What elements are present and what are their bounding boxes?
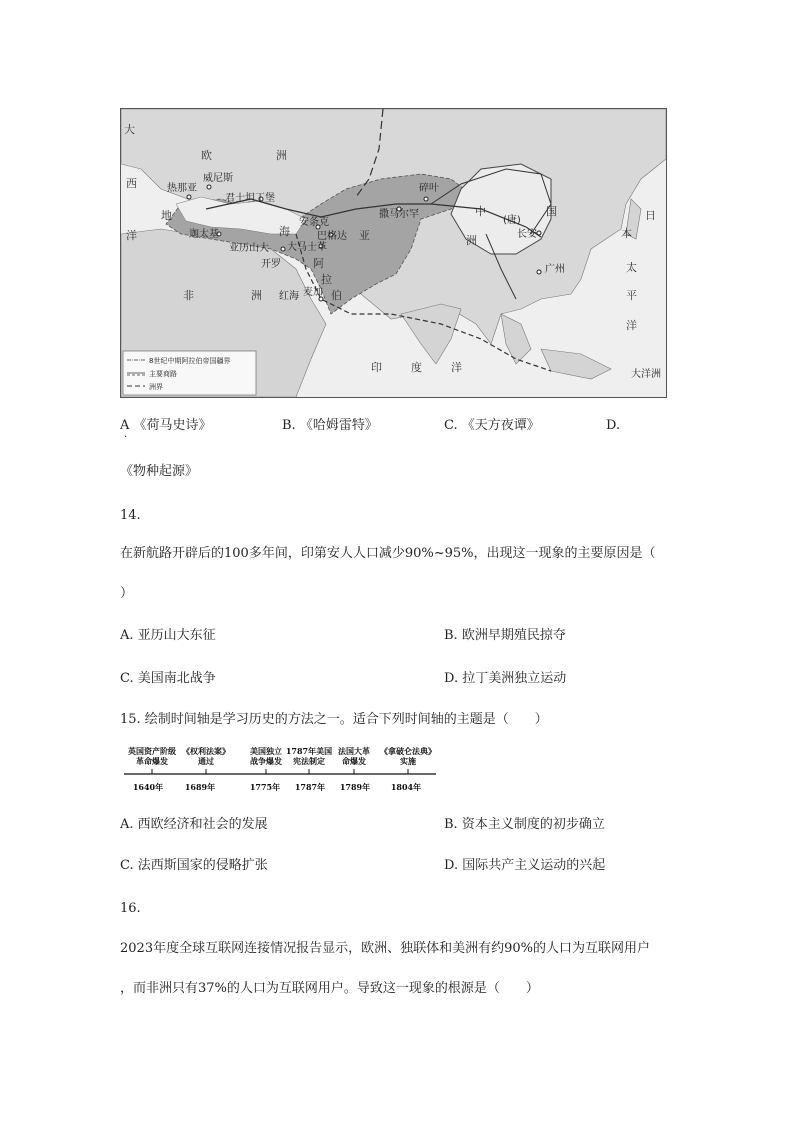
timeline-label-5b: 命爆发 bbox=[342, 756, 366, 766]
label-changan: 长安 bbox=[517, 229, 537, 240]
q16-stem-2: ，而非洲只有37%的人口为互联网用户。导致这一现象的根源是（ ） bbox=[120, 981, 539, 996]
label-pacific-3: 洋 bbox=[626, 319, 637, 332]
q14-option-c: C. 美国南北战争 bbox=[120, 671, 216, 686]
label-redsea: 红海 bbox=[279, 291, 299, 302]
label-tang: (唐) bbox=[503, 215, 521, 226]
timeline-label-1b: 革命爆发 bbox=[136, 756, 168, 766]
label-arabia-2: 拉 bbox=[321, 273, 332, 286]
label-antioch: 安条克 bbox=[299, 217, 329, 228]
label-samarkand: 撒马尔罕 bbox=[379, 209, 419, 220]
label-pacific-1: 太 bbox=[626, 261, 637, 274]
q14-option-d: D. 拉丁美洲独立运动 bbox=[444, 671, 567, 686]
map-legend bbox=[123, 351, 256, 395]
timeline-event bbox=[286, 746, 332, 792]
label-guangzhou: 广州 bbox=[545, 264, 565, 275]
timeline-event bbox=[250, 746, 282, 792]
q15-option-b: B. 资本主义制度的初步确立 bbox=[444, 817, 605, 832]
city-changan-marker bbox=[537, 231, 541, 235]
label-atlantic-3: 洋 bbox=[126, 229, 137, 242]
timeline-year-3: 1775年 bbox=[249, 782, 281, 792]
label-china-2: 国 bbox=[546, 205, 557, 218]
label-pacific-2: 平 bbox=[626, 289, 637, 302]
q13-option-b: B. 《哈姆雷特》 bbox=[282, 418, 378, 433]
q15-timeline bbox=[120, 745, 440, 797]
label-arabia-3: 伯 bbox=[331, 289, 342, 302]
timeline-label-4: 1787年美国 bbox=[285, 746, 333, 756]
city-genoa-marker bbox=[187, 195, 191, 199]
city-venice-marker bbox=[207, 185, 211, 189]
label-indian-2: 度 bbox=[411, 361, 422, 374]
label-alexandria: 亚历山大 bbox=[229, 243, 269, 254]
timeline-label-3b: 战争爆发 bbox=[250, 756, 282, 766]
label-sea-1: 地 bbox=[161, 209, 172, 222]
label-baghdad: 巴格达 bbox=[317, 231, 347, 242]
label-carthage: 迦太基 bbox=[189, 229, 219, 240]
timeline-year-5: 1789年 bbox=[339, 782, 371, 792]
timeline-label-3: 美国独立 bbox=[250, 746, 282, 756]
timeline-year-2: 1689年 bbox=[184, 782, 216, 792]
q16-stem: 2023年度全球互联网连接情况报告显示，欧洲、独联体和美洲有约90%的人口为互联网用户 bbox=[120, 941, 650, 956]
map-svg bbox=[121, 109, 666, 397]
q13-option-d-cont: 《物种起源》 bbox=[120, 464, 199, 479]
label-africa-1: 非 bbox=[183, 289, 194, 302]
label-oceania: 大洋洲 bbox=[631, 369, 661, 380]
timeline-label-5: 法国大革 bbox=[338, 746, 370, 756]
q14-number: 14. bbox=[120, 508, 141, 523]
label-china-1: 中 bbox=[475, 205, 486, 218]
city-alexandria-marker bbox=[281, 247, 285, 251]
label-genoa: 热那亚 bbox=[167, 183, 197, 194]
label-mecca: 麦加 bbox=[303, 287, 323, 298]
timeline-label-6: 《拿破仑法典》 bbox=[380, 746, 436, 756]
label-japan-1: 日 bbox=[645, 209, 656, 222]
q14-stem: 在新航路开辟后的100多年间，印第安人人口减少90%~95%，出现这一现象的主要原因是（ bbox=[120, 546, 656, 561]
timeline-event bbox=[128, 746, 176, 792]
label-asia-mid: 洲 bbox=[466, 234, 477, 247]
timeline-label-2b: 通过 bbox=[198, 756, 214, 766]
legend-border-text: 8世纪中期阿拉伯帝国疆界 bbox=[149, 357, 231, 365]
timeline-label-1: 英国资产阶级 bbox=[128, 746, 176, 756]
timeline-event bbox=[338, 746, 370, 792]
timeline-label-4b: 宪法制定 bbox=[293, 756, 325, 766]
label-atlantic-1: 大 bbox=[124, 123, 135, 136]
timeline-year-6: 1804年 bbox=[390, 782, 422, 792]
q13-dot: · bbox=[124, 432, 128, 443]
city-suyab-marker bbox=[424, 197, 428, 201]
timeline-year-4: 1787年 bbox=[294, 782, 326, 792]
city-guangzhou-marker bbox=[537, 270, 541, 274]
label-indian-1: 印 bbox=[371, 361, 382, 374]
label-venice: 威尼斯 bbox=[203, 173, 233, 184]
q15-option-a: A. 西欧经济和社会的发展 bbox=[120, 817, 268, 832]
timeline-year-1: 1640年 bbox=[132, 782, 164, 792]
label-suyab: 碎叶 bbox=[419, 183, 439, 194]
q15-option-c: C. 法西斯国家的侵略扩张 bbox=[120, 858, 268, 873]
q15-stem: 15. 绘制时间轴是学习历史的方法之一。适合下列时间轴的主题是（ ） bbox=[120, 712, 548, 727]
timeline-label-6b: 实施 bbox=[400, 756, 416, 766]
label-cairo: 开罗 bbox=[261, 259, 281, 270]
label-africa-2: 洲 bbox=[251, 289, 262, 302]
label-europe-2: 洲 bbox=[276, 149, 287, 162]
label-damascus: 大马士革 bbox=[287, 242, 327, 253]
legend-continent-text: 洲界 bbox=[149, 383, 163, 391]
label-europe-1: 欧 bbox=[201, 149, 212, 162]
timeline-event bbox=[182, 746, 230, 792]
q13-option-c: C. 《天方夜谭》 bbox=[444, 418, 540, 433]
legend-route-text: 主要商路 bbox=[149, 370, 177, 378]
q14-option-a: A. 亚历山大东征 bbox=[120, 628, 216, 643]
label-sea-2: 海 bbox=[279, 225, 290, 238]
q13-option-d: D. bbox=[606, 418, 621, 433]
label-indian-3: 洋 bbox=[451, 361, 462, 374]
label-arabia-1: 阿 bbox=[313, 257, 324, 270]
label-asia-1: 亚 bbox=[359, 229, 370, 242]
q16-number: 16. bbox=[120, 901, 141, 916]
label-constantinople: 君士坦丁堡 bbox=[225, 193, 275, 204]
q14-option-b: B. 欧洲早期殖民掠夺 bbox=[444, 628, 566, 643]
label-atlantic-2: 西 bbox=[126, 177, 137, 190]
q15-option-d: D. 国际共产主义运动的兴起 bbox=[444, 858, 606, 873]
q14-stem-end: ） bbox=[120, 586, 134, 601]
timeline-event bbox=[380, 746, 436, 792]
label-japan-2: 本 bbox=[621, 227, 632, 240]
timeline-label-2: 《权利法案》 bbox=[182, 746, 230, 756]
q13-option-a: A 《荷马史诗》 bbox=[120, 418, 212, 433]
historical-map bbox=[120, 108, 667, 398]
